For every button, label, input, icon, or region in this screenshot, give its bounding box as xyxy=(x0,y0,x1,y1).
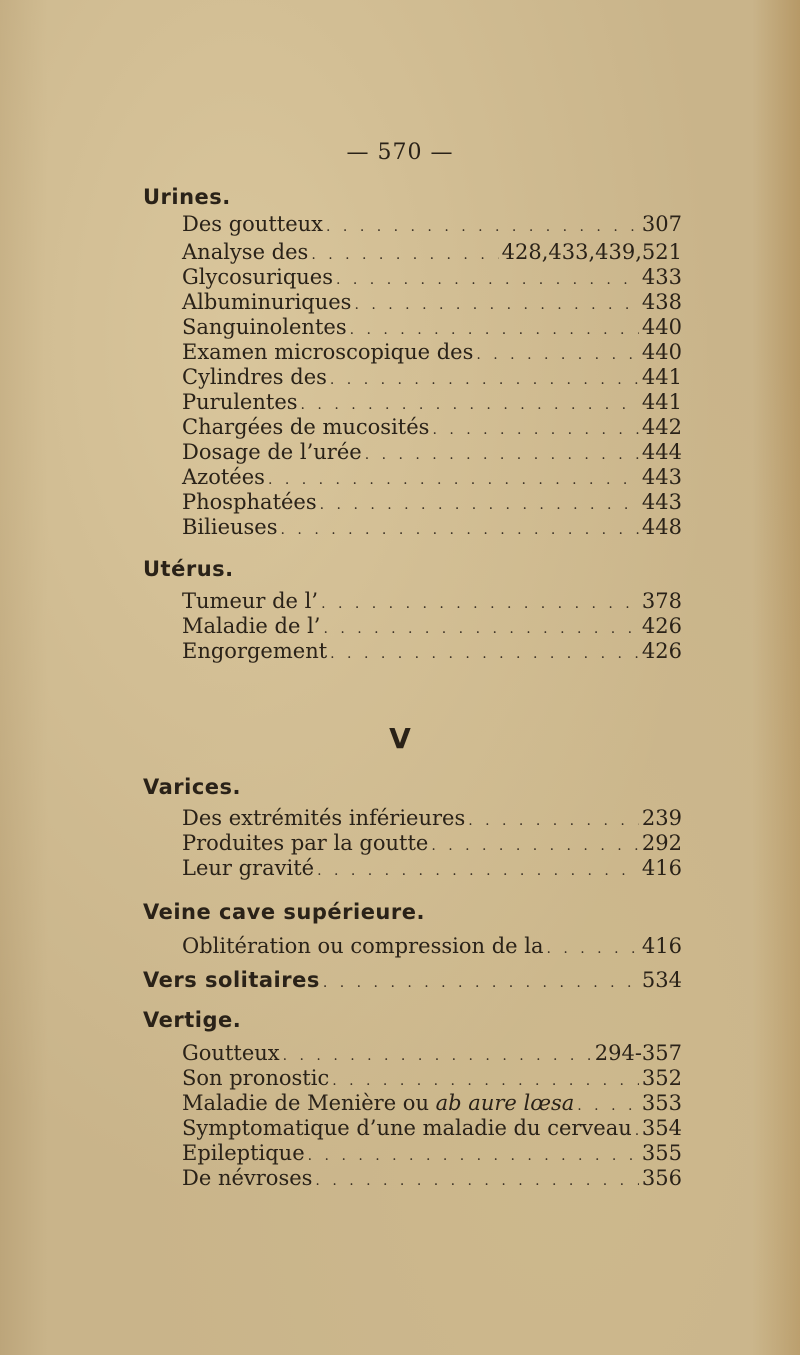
index-entry xyxy=(182,265,682,289)
dot-leader xyxy=(476,347,639,363)
entry-page: 444 xyxy=(641,440,682,464)
entry-label: Cylindres des xyxy=(182,365,327,389)
dot-leader xyxy=(332,1073,639,1089)
index-entry xyxy=(182,831,682,855)
dot-leader xyxy=(283,1048,592,1064)
dot-leader xyxy=(330,372,639,388)
heading-varices: Varices. xyxy=(143,775,241,799)
entry-page: 354 xyxy=(641,1116,682,1140)
index-entry xyxy=(182,1141,682,1165)
dot-leader xyxy=(468,813,639,829)
dot-leader xyxy=(308,1148,639,1164)
entry-label: De névroses xyxy=(182,1166,313,1190)
dot-leader xyxy=(268,472,639,488)
dot-leader xyxy=(326,219,639,235)
dot-leader xyxy=(336,272,639,288)
index-entry xyxy=(182,1166,682,1190)
entry-label: Maladie de l’ xyxy=(182,614,321,638)
dot-leader xyxy=(320,497,639,513)
entry-page: 239 xyxy=(641,806,682,830)
entry-page: 356 xyxy=(641,1166,682,1190)
dot-leader xyxy=(432,422,638,438)
entry-page: 448 xyxy=(641,515,682,539)
entry-page: 426 xyxy=(641,614,682,638)
entry-label: Sanguinolentes xyxy=(182,315,347,339)
index-entry xyxy=(182,614,682,638)
dot-leader xyxy=(365,447,639,463)
entry-label: Goutteux xyxy=(182,1041,280,1065)
index-entry xyxy=(182,212,682,236)
dot-leader xyxy=(317,863,639,879)
dot-leader xyxy=(431,838,639,854)
dot-leader xyxy=(315,1173,638,1189)
entry-label: Bilieuses xyxy=(182,515,278,539)
heading-veine-cave: Veine cave supérieure. xyxy=(143,900,425,924)
section-letter: V xyxy=(389,722,411,755)
dot-leader xyxy=(546,941,638,957)
entry-label xyxy=(182,1091,574,1115)
dot-leader xyxy=(321,596,639,612)
entry-label: Tumeur de l’ xyxy=(182,589,319,613)
index-entry xyxy=(182,515,682,539)
entry-page: 440 xyxy=(641,315,682,339)
entry-page: 307 xyxy=(641,212,682,236)
entry-label: Examen microscopique des xyxy=(182,340,474,364)
entry-label: Symptomatique d’une maladie du cerveau xyxy=(182,1116,632,1140)
entry-label: Chargées de mucosités xyxy=(182,415,430,439)
index-entry xyxy=(182,934,682,958)
heading-vers-solitaires: Vers solitaires xyxy=(143,968,320,992)
index-entry xyxy=(182,365,682,389)
index-entry-heading xyxy=(143,968,682,992)
entry-page: 443 xyxy=(641,490,682,514)
entry-label: Phosphatées xyxy=(182,490,317,514)
entry-page: 442 xyxy=(641,415,682,439)
entry-label: Son pronostic xyxy=(182,1066,330,1090)
entry-label: Purulentes xyxy=(182,390,298,414)
entry-page: 294-357 xyxy=(594,1041,682,1065)
dot-leader xyxy=(301,397,639,413)
entry-label: Des extrémités inférieures xyxy=(182,806,466,830)
dot-leader xyxy=(577,1098,639,1114)
index-entry xyxy=(182,589,682,613)
index-entry xyxy=(182,1066,682,1090)
heading-uterus: Utérus. xyxy=(143,557,234,581)
index-entry xyxy=(182,856,682,880)
index-entry xyxy=(182,1041,682,1065)
index-entry xyxy=(182,240,682,264)
entry-page: 355 xyxy=(641,1141,682,1165)
entry-page: 428,433,439,521 xyxy=(501,240,682,264)
entry-page: 438 xyxy=(641,290,682,314)
entry-label: Epileptique xyxy=(182,1141,305,1165)
entry-label: Albuminuriques xyxy=(182,290,352,314)
index-entry xyxy=(182,390,682,414)
entry-page: 416 xyxy=(641,934,682,958)
index-entry xyxy=(182,315,682,339)
entry-page: 441 xyxy=(641,390,682,414)
entry-page: 426 xyxy=(641,639,682,663)
entry-label-italic: ab aure lœsa xyxy=(435,1091,575,1115)
index-entry xyxy=(182,465,682,489)
entry-label: Produites par la goutte xyxy=(182,831,429,855)
index-entry xyxy=(182,340,682,364)
entry-page: 441 xyxy=(641,365,682,389)
index-entry xyxy=(182,290,682,314)
dot-leader xyxy=(350,322,639,338)
index-entry xyxy=(182,806,682,830)
index-entry xyxy=(182,1091,682,1115)
index-entry xyxy=(182,415,682,439)
index-entry xyxy=(182,1116,682,1140)
dot-leader xyxy=(323,975,639,991)
heading-vertige: Vertige. xyxy=(143,1008,242,1032)
dot-leader xyxy=(354,297,638,313)
dot-leader xyxy=(281,522,639,538)
index-entry xyxy=(182,639,682,663)
dot-leader xyxy=(323,621,638,637)
heading-urines: Urines. xyxy=(143,185,231,209)
entry-label: Oblitération ou compression de la xyxy=(182,934,544,958)
entry-label: Engorgement xyxy=(182,639,328,663)
index-entry xyxy=(182,490,682,514)
page-number: — 570 — xyxy=(346,140,454,165)
entry-page: 416 xyxy=(641,856,682,880)
entry-label: Glycosuriques xyxy=(182,265,333,289)
index-entry xyxy=(182,440,682,464)
entry-page: 378 xyxy=(641,589,682,613)
entry-label: Dosage de l’urée xyxy=(182,440,362,464)
entry-page: 353 xyxy=(641,1091,682,1115)
entry-page: 534 xyxy=(641,968,682,992)
dot-leader xyxy=(635,1123,639,1139)
entry-page: 443 xyxy=(641,465,682,489)
entry-label: Des goutteux xyxy=(182,212,324,236)
entry-label: Analyse des xyxy=(182,240,309,264)
entry-page: 440 xyxy=(641,340,682,364)
dot-leader xyxy=(330,646,639,662)
dot-leader xyxy=(311,247,498,263)
entry-page: 433 xyxy=(641,265,682,289)
entry-label: Leur gravité xyxy=(182,856,315,880)
entry-label-prefix: Maladie de Menière ou xyxy=(182,1091,436,1115)
entry-page: 352 xyxy=(641,1066,682,1090)
entry-page: 292 xyxy=(641,831,682,855)
entry-label: Azotées xyxy=(182,465,265,489)
